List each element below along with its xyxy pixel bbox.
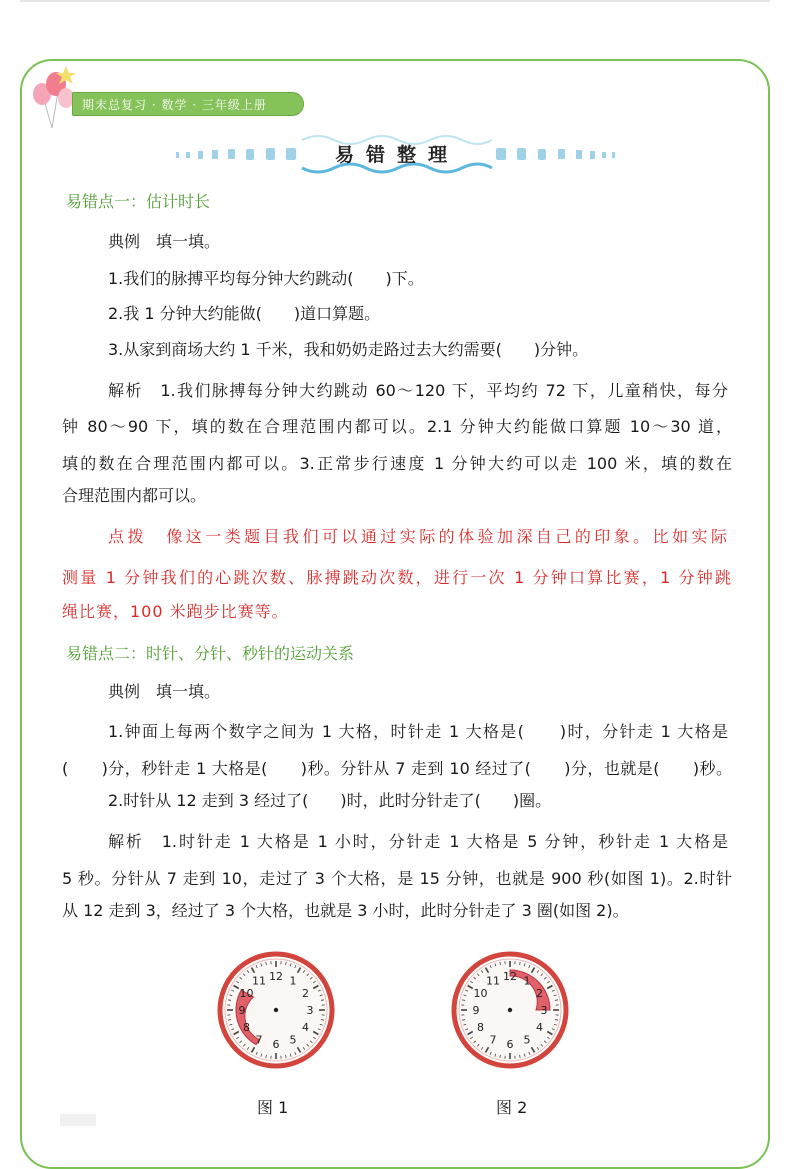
section2-example-label: 典例 填一填。 [108, 684, 220, 700]
section1-example-label: 典例 填一填。 [108, 234, 220, 250]
chapter-banner [72, 92, 304, 116]
section2-analysis-line-2: 5 秒。分针从 7 走到 10，走过了 3 个大格，是 15 分钟，也就是 900 秒(如图 1)。2.时针 [62, 866, 732, 889]
clock-numeral-3: 3 [541, 1004, 548, 1017]
clock-center [508, 1008, 512, 1012]
section2-question-1-line-2: ( )分，秒针走 1 大格是( )秒。分针从 7 走到 10 经过了( )分，也就是( )秒。 [62, 756, 732, 779]
clock-face-2 [440, 944, 580, 1072]
clock-numeral-5: 5 [290, 1033, 297, 1046]
clock-numeral-2: 2 [302, 987, 309, 1000]
section1-analysis-line-4: 合理范围内都可以。 [62, 488, 206, 504]
clock-numeral-11: 11 [486, 975, 500, 988]
clock-numeral-6: 6 [507, 1038, 514, 1051]
section1-heading: 易错点一：估计时长 [66, 194, 210, 210]
clock-numeral-8: 8 [243, 1021, 250, 1034]
clock-numeral-12: 12 [503, 970, 517, 983]
clock-numeral-3: 3 [307, 1004, 314, 1017]
figure-2-caption: 图 2 [496, 1095, 527, 1118]
section1-question-1: 1.我们的脉搏平均每分钟大约跳动( )下。 [108, 271, 424, 287]
page-title: 易错整理 [312, 140, 482, 167]
clock-numeral-4: 4 [302, 1021, 309, 1034]
clock-numeral-9: 9 [473, 1004, 480, 1017]
clock-numeral-2: 2 [536, 987, 543, 1000]
clock-center [274, 1008, 278, 1012]
clock-numeral-6: 6 [273, 1038, 280, 1051]
clock-numeral-9: 9 [239, 1004, 246, 1017]
section1-question-2: 2.我 1 分钟大约能做( )道口算题。 [108, 306, 380, 322]
section1-analysis-line-2: 钟 80～90 下，填的数在合理范围内都可以。2.1 分钟大约能做口算题 10～30 道， [62, 414, 732, 437]
clock-numeral-8: 8 [477, 1021, 484, 1034]
clock-numeral-4: 4 [536, 1021, 543, 1034]
clock-face-1 [206, 944, 346, 1072]
section1-analysis-line-3: 填的数在合理范围内都可以。3.正常步行速度 1 分钟大约可以走 100 米，填的数在 [62, 451, 732, 474]
chapter-banner-text: 期末总复习 · 数学 · 三年级上册 [82, 96, 267, 113]
section1-tip-line-1: 点拨 像这一类题目我们可以通过实际的体验加深自己的印象。比如实际 [108, 524, 728, 547]
clock-figure-2 [440, 944, 580, 1072]
clock-numeral-12: 12 [269, 970, 283, 983]
section1-question-3: 3.从家到商场大约 1 千米，我和奶奶走路过去大约需要( )分钟。 [108, 342, 588, 358]
clock-figure-1 [206, 944, 346, 1072]
clock-numeral-7: 7 [490, 1033, 497, 1046]
section2-heading: 易错点二：时针、分针、秒针的运动关系 [66, 646, 354, 662]
clock-numeral-10: 10 [240, 987, 254, 1000]
clock-numeral-1: 1 [290, 975, 297, 988]
clock-numeral-10: 10 [474, 987, 488, 1000]
section1-analysis-line-1: 解析 1.我们脉搏每分钟大约跳动 60～120 下，平均约 72 下，儿童稍快，每分 [108, 378, 728, 401]
section1-tip-line-3: 绳比赛，100 米跑步比赛等。 [62, 604, 289, 620]
section2-question-2: 2.时针从 12 走到 3 经过了( )时，此时分针走了( )圈。 [108, 793, 551, 809]
clock-numeral-5: 5 [524, 1033, 531, 1046]
page-top-edge [20, 0, 770, 2]
clock-numeral-11: 11 [252, 975, 266, 988]
section-title [176, 130, 616, 176]
section2-question-1-line-1: 1.钟面上每两个数字之间为 1 大格，时针走 1 大格是( )时，分针走 1 大格是 [108, 719, 728, 742]
figure-1-caption: 图 1 [257, 1095, 288, 1118]
clock-numeral-1: 1 [524, 975, 531, 988]
section2-analysis-line-3: 从 12 走到 3，经过了 3 个大格，也就是 3 小时，此时分针走了 3 圈(如图 2)。 [62, 903, 629, 919]
section1-tip-line-2: 测量 1 分钟我们的心跳次数、脉搏跳动次数，进行一次 1 分钟口算比赛，1 分钟跳 [62, 565, 732, 588]
clock-numeral-7: 7 [256, 1033, 263, 1046]
page-corner-mark [60, 1114, 96, 1126]
section2-analysis-line-1: 解析 1.时针走 1 大格是 1 小时，分针走 1 大格是 5 分钟，秒针走 1 大格是 [108, 829, 728, 852]
